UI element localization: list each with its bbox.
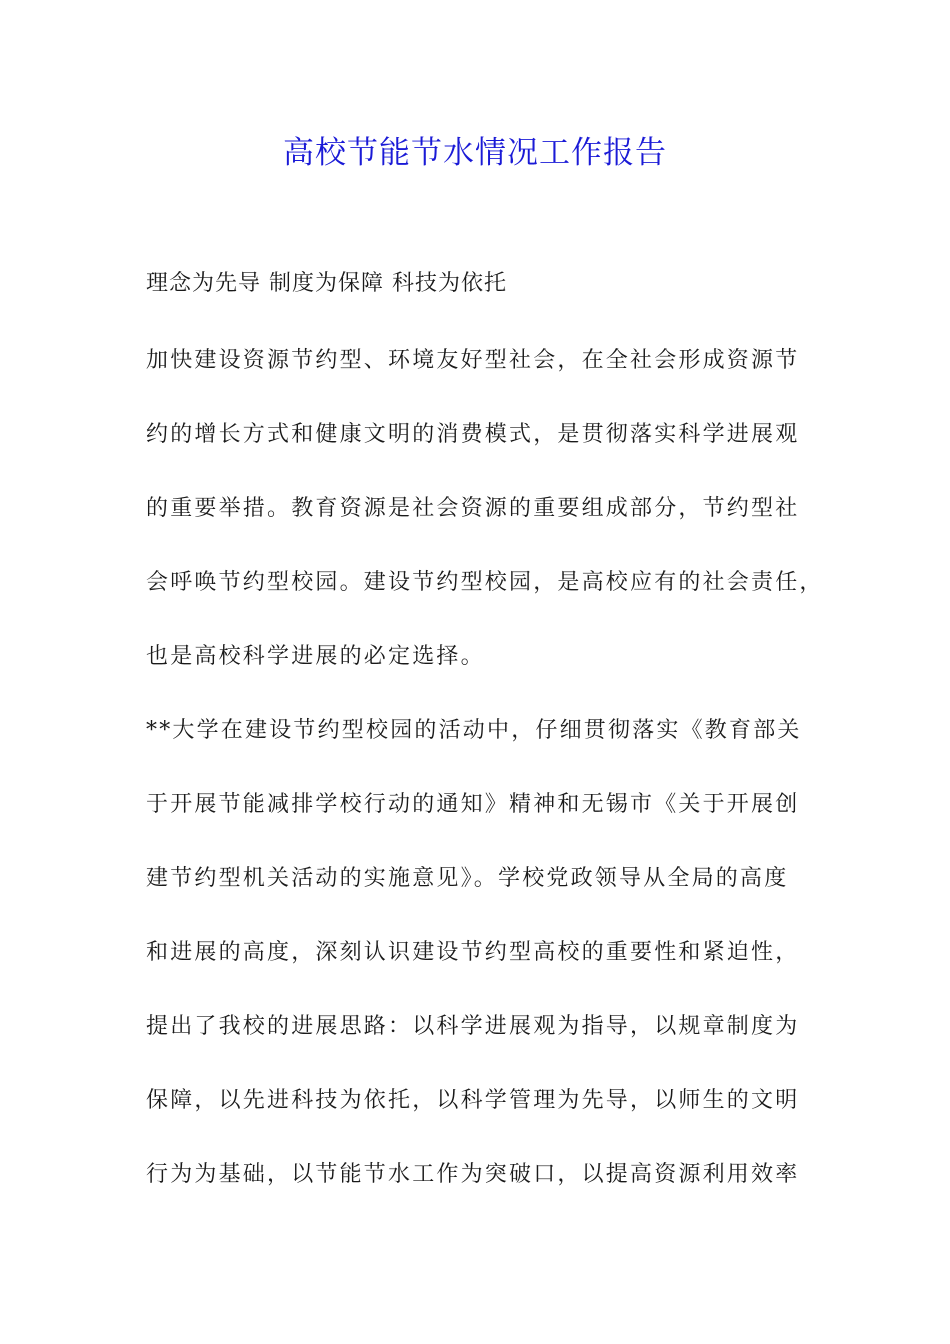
- document-title: 高校节能节水情况工作报告: [283, 135, 667, 171]
- paragraph-line-11: 保障，以先进科技为依托，以科学管理为先导，以师生的文明: [146, 1088, 800, 1113]
- paragraph-line-7: 于开展节能减排学校行动的通知》精神和无锡市《关于开展创: [146, 792, 800, 817]
- paragraph-line-6: **大学在建设节约型校园的活动中，仔细贯彻落实《教育部关: [146, 718, 802, 743]
- paragraph-line-1: 加快建设资源节约型、环境友好型社会，在全社会形成资源节: [146, 348, 800, 373]
- paragraph-line-9: 和进展的高度，深刻认识建设节约型高校的重要性和紧迫性，: [146, 940, 800, 965]
- paragraph-line-12: 行为为基础，以节能节水工作为突破口，以提高资源利用效率: [146, 1162, 800, 1187]
- paragraph-line-3: 的重要举措。教育资源是社会资源的重要组成部分，节约型社: [146, 496, 800, 521]
- paragraph-line-10: 提出了我校的进展思路：以科学进展观为指导，以规章制度为: [146, 1014, 800, 1039]
- paragraph-line-4: 会呼唤节约型校园。建设节约型校园，是高校应有的社会责任，: [146, 570, 824, 595]
- paragraph-line-8: 建节约型机关活动的实施意见》。学校党政领导从全局的高度: [146, 866, 789, 891]
- paragraph-line-5: 也是高校科学进展的必定选择。: [146, 644, 485, 669]
- paragraph-line-2: 约的增长方式和健康文明的消费模式，是贯彻落实科学进展观: [146, 422, 800, 447]
- document-subtitle: 理念为先导 制度为保障 科技为依托: [146, 271, 507, 296]
